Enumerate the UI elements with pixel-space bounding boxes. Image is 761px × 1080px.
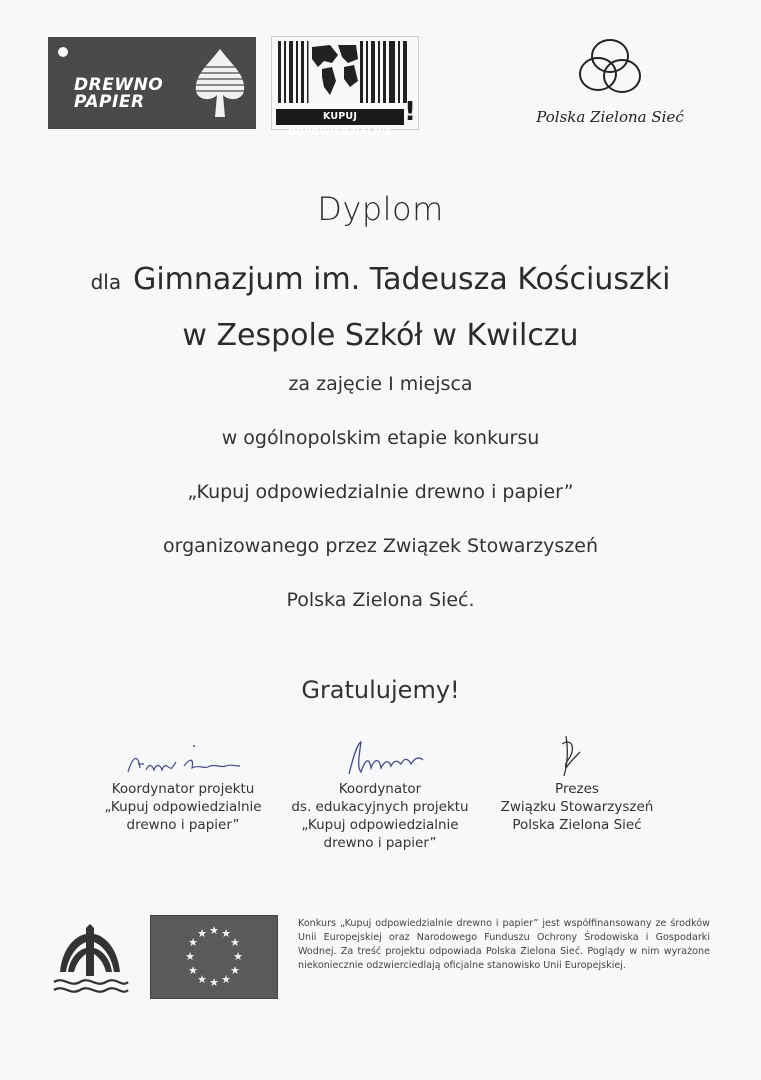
handwritten-signature-3 (502, 732, 652, 780)
three-rings-icon (570, 36, 650, 100)
kupuj-odpowiedzialnie-logo (271, 36, 419, 138)
kupuj-tag: KUPUJ ODPOWIEDZIALNIE (276, 109, 404, 125)
organizer-name-line: Polska Zielona Sieć. (286, 589, 475, 611)
drewno-papier-logo-text: DREWNO PAPIER (74, 75, 164, 112)
drewno-papier-logo (48, 37, 256, 129)
svg-text:★: ★ (188, 964, 198, 977)
caption-line: drewno i papier” (126, 817, 240, 833)
svg-text:★: ★ (221, 927, 231, 940)
signature-caption-1 (98, 780, 268, 834)
caption-line: „Kupuj odpowiedzialnie (104, 799, 262, 815)
svg-text:★: ★ (221, 973, 231, 986)
award-line: za zajęcie I miejsca (288, 373, 473, 395)
svg-text:★: ★ (230, 936, 240, 949)
tree-icon (190, 47, 250, 121)
caption-line: Koordynator (338, 781, 422, 797)
svg-text:★: ★ (197, 927, 207, 940)
eu-stars-icon (151, 916, 277, 998)
funding-notice: Konkurs „Kupuj odpowiedzialnie drewno i papier” jest współfinansowany ze środków Unii Europejskiej oraz Narodowego Funduszu Ochrony Środowiska i Gospodarki Wodnej. Za treść projektu odpowiada Polska Zielona Sieć. Poglądy w nim wyrażone niekoniecznie odzwierciedlają oficjalne stanowisko Unii Europejskiej. (298, 918, 710, 971)
svg-text:★: ★ (188, 936, 198, 949)
polska-zielona-siec-logo (530, 36, 690, 136)
signature-block-2 (290, 734, 470, 852)
psz-logo-name: Polska Zielona Sieć (536, 108, 684, 126)
exclamation-mark: ! (404, 97, 416, 127)
congratulations: Gratulujemy! (301, 676, 460, 704)
fund-tree-icon (50, 914, 130, 1000)
signature-block-3 (492, 732, 662, 834)
signature-caption-2 (290, 780, 470, 852)
caption-line: „Kupuj odpowiedzialnie (301, 817, 459, 833)
organizer-line: organizowanego przez Związek Stowarzyszeń (162, 535, 599, 557)
contest-name-line: „Kupuj odpowiedzialnie drewno i papier” (187, 481, 574, 503)
caption-line: Związku Stowarzyszeń (500, 799, 654, 815)
dla-word: dla (90, 270, 122, 294)
caption-line: ds. edukacyjnych projektu (291, 799, 469, 815)
signature-block-1 (98, 740, 268, 834)
handwritten-signature-2 (305, 734, 455, 780)
svg-text:★: ★ (197, 973, 207, 986)
tag-hole (58, 47, 68, 57)
stage-line: w ogólnopolskim etapie konkursu (221, 427, 540, 449)
school-name: Gimnazjum im. Tadeusza Kościuszki (133, 262, 671, 297)
svg-text:★: ★ (185, 950, 195, 963)
svg-text:★: ★ (230, 964, 240, 977)
svg-text:★: ★ (233, 950, 243, 963)
barcode-globe-icon (272, 37, 418, 109)
svg-text:★: ★ (209, 924, 219, 937)
school-line-1 (0, 262, 761, 297)
caption-line: drewno i papier” (323, 835, 437, 851)
caption-line: Polska Zielona Sieć (512, 817, 642, 833)
diploma-title: Dyplom (317, 190, 444, 228)
nfosigw-logo (50, 914, 130, 1000)
caption-line: Koordynator projektu (111, 781, 255, 797)
eu-flag (150, 915, 278, 999)
handwritten-signature-1 (108, 740, 258, 780)
svg-text:★: ★ (209, 976, 219, 989)
signature-caption-3 (492, 780, 662, 834)
school-line-2: w Zespole Szkół w Kwilczu (182, 318, 579, 353)
caption-line: Prezes (555, 781, 599, 797)
